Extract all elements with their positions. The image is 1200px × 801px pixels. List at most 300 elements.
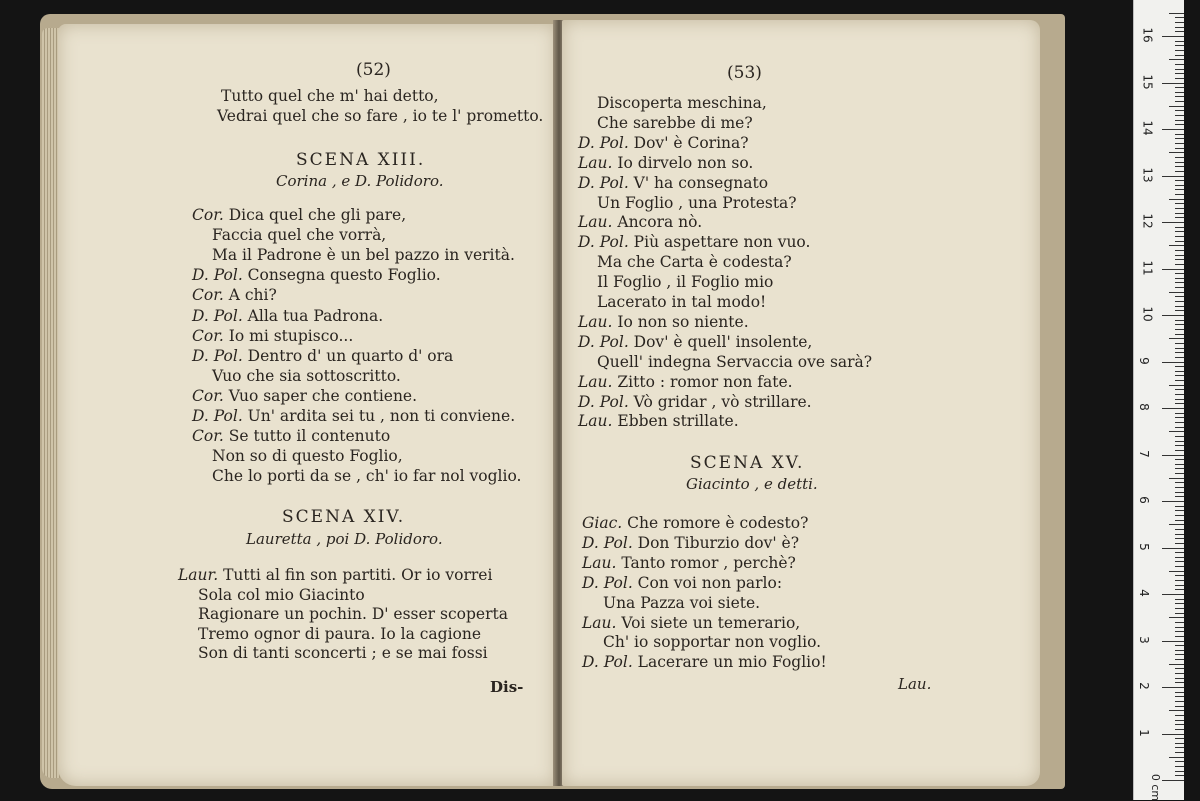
speaker-name: D. Pol. xyxy=(192,306,243,325)
dialogue-line xyxy=(212,446,403,466)
scene-title: SCENA XIII. xyxy=(296,150,426,170)
ruler-number: 9 xyxy=(1136,356,1151,365)
ruler-tick xyxy=(1175,650,1184,651)
dialogue-line xyxy=(582,652,827,672)
dialogue-line xyxy=(597,113,753,133)
ruler-tick xyxy=(1175,417,1184,418)
dialogue-text: Più aspettare non vuo. xyxy=(628,233,811,252)
ruler-tick xyxy=(1162,408,1184,409)
dialogue-line xyxy=(582,553,796,573)
ruler-tick xyxy=(1175,50,1184,51)
dialogue-text: Ragionare un pochin. D' esser scoperta xyxy=(198,605,508,624)
ruler-tick xyxy=(1175,278,1184,279)
ruler-tick xyxy=(1175,22,1184,23)
ruler-tick xyxy=(1175,64,1184,65)
scene-persons: Giacinto , e detti. xyxy=(686,475,818,493)
dialogue-line xyxy=(198,585,365,605)
ruler-tick xyxy=(1175,357,1184,358)
dialogue-line xyxy=(212,366,401,386)
dialogue-line xyxy=(578,411,739,431)
dialogue-line xyxy=(597,252,792,272)
speaker-name: D. Pol. xyxy=(582,653,633,672)
ruler-tick xyxy=(1175,696,1184,697)
ruler-number: 2 xyxy=(1136,682,1151,690)
dialogue-text: Consegna questo Foglio. xyxy=(242,266,441,285)
ruler-tick xyxy=(1175,227,1184,228)
ruler-tick xyxy=(1162,269,1184,270)
ruler-number: 10 xyxy=(1140,306,1155,322)
ruler-tick xyxy=(1175,329,1184,330)
dialogue-text: Vò gridar , vò strillare. xyxy=(628,392,812,411)
ruler-tick xyxy=(1175,282,1184,283)
ruler-tick xyxy=(1175,747,1184,748)
ruler-tick xyxy=(1175,189,1184,190)
dialogue-line xyxy=(178,565,492,585)
ruler-number: 3 xyxy=(1136,635,1151,644)
speaker-name: D. Pol. xyxy=(582,533,633,552)
ruler-tick xyxy=(1175,264,1184,265)
dialogue-text: Alla tua Padrona. xyxy=(242,306,384,325)
ruler-tick xyxy=(1175,743,1184,744)
ruler-number: 13 xyxy=(1140,166,1155,183)
speaker-name: Laur. xyxy=(178,566,219,584)
ruler-tick xyxy=(1175,41,1184,42)
ruler-tick xyxy=(1175,566,1184,567)
dialogue-text: Dov' è quell' insolente, xyxy=(628,332,813,351)
dialogue-text: Tanto romor , perchè? xyxy=(616,553,796,572)
ruler-tick xyxy=(1175,627,1184,628)
ruler-tick xyxy=(1175,585,1184,586)
speaker-name: Lau. xyxy=(578,153,613,172)
ruler-number: 12 xyxy=(1140,213,1155,229)
dialogue-text: Non so di questo Foglio, xyxy=(212,447,403,466)
dialogue-text: A chi? xyxy=(223,286,277,305)
ruler-tick xyxy=(1169,13,1184,14)
dialogue-line xyxy=(578,372,793,392)
ruler-tick xyxy=(1175,510,1184,511)
ruler-tick xyxy=(1175,166,1184,167)
speaker-name: D. Pol. xyxy=(578,392,629,411)
dialogue-text: Io mi stupisco... xyxy=(223,326,354,345)
ruler-tick xyxy=(1175,413,1184,414)
speaker-name: Lau. xyxy=(578,312,613,331)
ruler-tick xyxy=(1175,701,1184,702)
dialogue-text: Dentro d' un quarto d' ora xyxy=(242,346,454,365)
ruler-tick xyxy=(1175,287,1184,288)
dialogue-text: Lacerato in tal modo! xyxy=(597,293,767,311)
ruler-tick xyxy=(1175,673,1184,674)
dialogue-line xyxy=(578,153,753,173)
dialogue-line xyxy=(192,265,441,285)
ruler-tick xyxy=(1175,78,1184,79)
speaker-name: Giac. xyxy=(582,514,623,532)
ruler-tick xyxy=(1175,371,1184,372)
dialogue-line xyxy=(603,632,821,652)
ruler-tick xyxy=(1175,120,1184,121)
dialogue-text: Che romore è codesto? xyxy=(622,514,809,532)
ruler-tick xyxy=(1175,738,1184,739)
ruler-tick xyxy=(1162,641,1184,642)
ruler-number: 16 xyxy=(1140,27,1155,43)
ruler-unit-label: 0 cm xyxy=(1149,773,1163,801)
ruler-tick xyxy=(1175,399,1184,400)
ruler-tick xyxy=(1162,315,1184,316)
ruler-tick xyxy=(1175,752,1184,753)
ruler-tick xyxy=(1175,250,1184,251)
ruler-number: 6 xyxy=(1136,496,1151,504)
ruler-tick xyxy=(1175,255,1184,256)
page-number: (53) xyxy=(727,63,762,83)
dialogue-line xyxy=(578,232,810,252)
ruler-tick xyxy=(1175,715,1184,716)
ruler-tick xyxy=(1175,515,1184,516)
ruler-tick xyxy=(1175,324,1184,325)
ruler-tick xyxy=(1175,613,1184,614)
ruler-tick xyxy=(1175,231,1184,232)
ruler-tick xyxy=(1175,31,1184,32)
ruler-number: 7 xyxy=(1136,449,1151,458)
scene-title: SCENA XV. xyxy=(690,453,805,473)
ruler-tick xyxy=(1175,654,1184,655)
ruler-tick xyxy=(1175,761,1184,762)
page-number: (52) xyxy=(356,60,391,80)
ruler-tick xyxy=(1175,422,1184,423)
ruler-tick xyxy=(1175,450,1184,451)
dialogue-line xyxy=(582,513,808,533)
ruler-tick xyxy=(1175,273,1184,274)
ruler-tick xyxy=(1175,538,1184,539)
dialogue-line xyxy=(212,466,521,486)
ruler-tick xyxy=(1175,124,1184,125)
dialogue-text: Dica quel che gli pare, xyxy=(223,206,407,224)
ruler-tick xyxy=(1175,445,1184,446)
ruler-tick xyxy=(1175,608,1184,609)
ruler-tick xyxy=(1175,473,1184,474)
speaker-name: Lau. xyxy=(578,213,613,232)
ruler-tick xyxy=(1175,301,1184,302)
ruler-tick xyxy=(1175,236,1184,237)
dialogue-line xyxy=(212,225,386,245)
dialogue-text: Ma che Carta è codesta? xyxy=(597,253,792,272)
speaker-name: Cor. xyxy=(192,286,224,305)
ruler-tick xyxy=(1169,664,1184,665)
dialogue-text: Faccia quel che vorrà, xyxy=(212,226,387,245)
measuring-ruler xyxy=(1133,0,1184,800)
speaker-name: Lau. xyxy=(578,412,613,431)
ruler-tick xyxy=(1169,571,1184,572)
ruler-tick xyxy=(1175,320,1184,321)
ruler-tick xyxy=(1175,441,1184,442)
ruler-tick xyxy=(1175,775,1184,776)
dialogue-text: Che lo porti da se , ch' io far nol voglio. xyxy=(212,467,522,486)
ruler-tick xyxy=(1175,138,1184,139)
ruler-tick xyxy=(1175,575,1184,576)
dialogue-text: Vuo saper che contiene. xyxy=(223,386,418,405)
ruler-number: 14 xyxy=(1140,120,1155,136)
ruler-tick xyxy=(1175,348,1184,349)
ruler-tick xyxy=(1175,706,1184,707)
ruler-tick xyxy=(1175,580,1184,581)
ruler-tick xyxy=(1175,464,1184,465)
speaker-name: D. Pol. xyxy=(578,332,629,351)
dialogue-text: Ancora nò. xyxy=(612,213,703,232)
dialogue-text: Con voi non parlo: xyxy=(632,573,783,592)
dialogue-text: Discoperta meschina, xyxy=(597,94,767,112)
ruler-tick xyxy=(1175,45,1184,46)
ruler-tick xyxy=(1175,436,1184,437)
ruler-tick xyxy=(1175,659,1184,660)
dialogue-text: Che sarebbe di me? xyxy=(597,113,753,132)
ruler-number: 11 xyxy=(1140,259,1155,276)
ruler-tick xyxy=(1175,668,1184,669)
ruler-tick xyxy=(1162,734,1184,735)
ruler-tick xyxy=(1175,185,1184,186)
ruler-tick xyxy=(1175,101,1184,102)
ruler-tick xyxy=(1175,682,1184,683)
speaker-name: D. Pol. xyxy=(582,573,633,592)
dialogue-line xyxy=(578,212,702,232)
ruler-tick xyxy=(1175,543,1184,544)
ruler-tick xyxy=(1162,129,1184,130)
ruler-number: 4 xyxy=(1136,589,1151,597)
dialogue-line xyxy=(603,593,760,613)
ruler-number: 5 xyxy=(1136,542,1151,551)
ruler-tick xyxy=(1175,487,1184,488)
ruler-tick xyxy=(1175,55,1184,56)
dialogue-line xyxy=(582,613,800,633)
ruler-tick xyxy=(1175,724,1184,725)
ruler-tick xyxy=(1175,622,1184,623)
ruler-tick xyxy=(1175,729,1184,730)
ruler-tick xyxy=(1175,208,1184,209)
dialogue-text: Quell' indegna Servaccia ove sarà? xyxy=(597,352,873,371)
ruler-tick xyxy=(1175,557,1184,558)
dialogue-line xyxy=(192,426,390,446)
ruler-tick xyxy=(1175,157,1184,158)
ruler-tick xyxy=(1169,617,1184,618)
ruler-tick xyxy=(1175,631,1184,632)
dialogue-text: V' ha consegnato xyxy=(628,173,769,192)
ruler-tick xyxy=(1175,366,1184,367)
dialogue-text: Dov' è Corina? xyxy=(628,133,749,152)
ruler-tick xyxy=(1175,459,1184,460)
speaker-name: D. Pol. xyxy=(192,266,243,285)
ruler-tick xyxy=(1175,217,1184,218)
dialogue-text: Io non so niente. xyxy=(612,312,749,331)
ruler-tick xyxy=(1175,143,1184,144)
dialogue-text: Il Foglio , il Foglio mio xyxy=(597,273,774,292)
ruler-tick xyxy=(1175,692,1184,693)
dialogue-line xyxy=(192,406,515,426)
ruler-tick xyxy=(1169,199,1184,200)
ruler-tick xyxy=(1175,69,1184,70)
ruler-tick xyxy=(1169,757,1184,758)
catchword: Dis- xyxy=(490,678,524,696)
dialogue-text: Vuo che sia sottoscritto. xyxy=(212,366,401,385)
ruler-tick xyxy=(1175,427,1184,428)
dialogue-line xyxy=(597,272,773,292)
dialogue-text: Voi siete un temerario, xyxy=(616,613,801,632)
ruler-tick xyxy=(1175,389,1184,390)
dialogue-text: Zitto : romor non fate. xyxy=(612,372,793,391)
ruler-tick xyxy=(1175,678,1184,679)
ruler-tick xyxy=(1162,362,1184,363)
dialogue-text: Un Foglio , una Protesta? xyxy=(597,193,797,212)
dialogue-line xyxy=(192,346,453,366)
ruler-tick xyxy=(1175,552,1184,553)
ruler-tick xyxy=(1175,96,1184,97)
dialogue-line xyxy=(198,643,488,663)
ruler-tick xyxy=(1175,310,1184,311)
ruler-tick xyxy=(1175,343,1184,344)
dialogue-text: Ch' io sopportar non voglio. xyxy=(603,633,822,652)
ruler-tick xyxy=(1175,496,1184,497)
ruler-tick xyxy=(1175,599,1184,600)
ruler-tick xyxy=(1169,431,1184,432)
speaker-name: D. Pol. xyxy=(192,346,243,365)
dialogue-text: Ma il Padrone è un bel pazzo in verità. xyxy=(212,246,515,265)
ruler-tick xyxy=(1169,152,1184,153)
dialogue-text: Se tutto il contenuto xyxy=(223,427,391,446)
verse-line: Vedrai quel che so fare , io te l' prometto. xyxy=(217,107,544,125)
scene-title: SCENA XIV. xyxy=(282,507,406,527)
ruler-tick xyxy=(1175,492,1184,493)
scene-persons: Lauretta , poi D. Polidoro. xyxy=(246,530,443,548)
ruler-tick xyxy=(1175,213,1184,214)
ruler-tick xyxy=(1175,534,1184,535)
dialogue-line xyxy=(198,624,481,644)
dialogue-line xyxy=(578,332,812,352)
ruler-tick xyxy=(1175,87,1184,88)
ruler-tick xyxy=(1175,603,1184,604)
ruler-tick xyxy=(1175,171,1184,172)
ruler-tick xyxy=(1175,645,1184,646)
ruler-tick xyxy=(1175,482,1184,483)
ruler-tick xyxy=(1175,180,1184,181)
speaker-name: Lau. xyxy=(582,613,617,632)
ruler-tick xyxy=(1162,548,1184,549)
dialogue-line xyxy=(578,312,749,332)
ruler-tick xyxy=(1169,106,1184,107)
ruler-tick xyxy=(1175,380,1184,381)
dialogue-line xyxy=(578,133,749,153)
ruler-tick xyxy=(1175,134,1184,135)
scene-persons: Corina , e D. Polidoro. xyxy=(276,172,444,190)
ruler-tick xyxy=(1162,83,1184,84)
dialogue-line xyxy=(597,352,872,372)
dialogue-text: Una Pazza voi siete. xyxy=(603,593,761,612)
ruler-tick xyxy=(1162,594,1184,595)
ruler-tick xyxy=(1169,59,1184,60)
dialogue-line xyxy=(198,604,508,624)
ruler-tick xyxy=(1175,529,1184,530)
ruler-tick xyxy=(1162,222,1184,223)
speaker-name: D. Pol. xyxy=(578,233,629,252)
dialogue-line xyxy=(192,205,406,225)
ruler-tick xyxy=(1175,115,1184,116)
ruler-tick xyxy=(1175,636,1184,637)
ruler-tick xyxy=(1175,296,1184,297)
ruler-tick xyxy=(1169,478,1184,479)
ruler-number: 15 xyxy=(1140,73,1155,90)
ruler-tick xyxy=(1175,403,1184,404)
dialogue-line xyxy=(192,386,417,406)
dialogue-line xyxy=(597,292,766,312)
ruler-tick xyxy=(1175,194,1184,195)
ruler-tick xyxy=(1162,687,1184,688)
ruler-tick xyxy=(1175,259,1184,260)
ruler-tick xyxy=(1175,766,1184,767)
dialogue-text: Un' ardita sei tu , non ti conviene. xyxy=(242,407,516,425)
ruler-tick xyxy=(1169,338,1184,339)
speaker-name: D. Pol. xyxy=(578,133,629,152)
dialogue-text: Tutti al fin son partiti. Or io vorrei xyxy=(218,566,493,584)
dialogue-text: Don Tiburzio dov' è? xyxy=(632,533,800,552)
ruler-tick xyxy=(1175,561,1184,562)
ruler-tick xyxy=(1169,710,1184,711)
dialogue-line xyxy=(212,245,515,265)
ruler-tick xyxy=(1175,92,1184,93)
ruler-tick xyxy=(1162,455,1184,456)
speaker-name: Cor. xyxy=(192,206,224,224)
ruler-tick xyxy=(1162,501,1184,502)
ruler-number: 8 xyxy=(1136,403,1151,411)
ruler-tick xyxy=(1169,292,1184,293)
dialogue-text: Tremo ognor di paura. Io la cagione xyxy=(198,624,482,643)
ruler-tick xyxy=(1175,394,1184,395)
dialogue-line xyxy=(582,533,799,553)
dialogue-line xyxy=(582,573,782,593)
dialogue-line xyxy=(192,306,383,326)
ruler-tick xyxy=(1175,375,1184,376)
speaker-name: D. Pol. xyxy=(192,407,243,425)
ruler-tick xyxy=(1175,27,1184,28)
ruler-tick xyxy=(1175,17,1184,18)
speaker-name: Lau. xyxy=(582,553,617,572)
dialogue-text: Io dirvelo non so. xyxy=(612,153,754,172)
speaker-name: Cor. xyxy=(192,427,224,446)
dialogue-text: Lacerare un mio Foglio! xyxy=(632,653,827,672)
ruler-tick xyxy=(1175,148,1184,149)
ruler-tick xyxy=(1175,520,1184,521)
dialogue-line xyxy=(597,193,797,213)
dialogue-text: Son di tanti sconcerti ; e se mai fossi xyxy=(198,644,488,663)
ruler-number: 1 xyxy=(1136,728,1151,737)
dialogue-text: Ebben strillate. xyxy=(612,412,739,431)
ruler-tick xyxy=(1175,110,1184,111)
ruler-tick xyxy=(1175,241,1184,242)
speaker-name: Lau. xyxy=(578,372,613,391)
speaker-name: Cor. xyxy=(192,386,224,405)
ruler-tick xyxy=(1175,352,1184,353)
ruler-tick xyxy=(1162,780,1184,781)
ruler-tick xyxy=(1169,245,1184,246)
ruler-tick xyxy=(1175,468,1184,469)
ruler-tick xyxy=(1175,771,1184,772)
dialogue-line xyxy=(192,285,277,305)
ruler-tick xyxy=(1175,203,1184,204)
dialogue-line xyxy=(578,173,768,193)
ruler-tick xyxy=(1175,589,1184,590)
ruler-tick xyxy=(1169,524,1184,525)
ruler-tick xyxy=(1175,73,1184,74)
ruler-tick xyxy=(1175,506,1184,507)
ruler-tick xyxy=(1175,306,1184,307)
speaker-name: Cor. xyxy=(192,326,224,345)
ruler-tick xyxy=(1175,162,1184,163)
verse-line: Tutto quel che m' hai detto, xyxy=(221,87,439,105)
ruler-tick xyxy=(1162,176,1184,177)
